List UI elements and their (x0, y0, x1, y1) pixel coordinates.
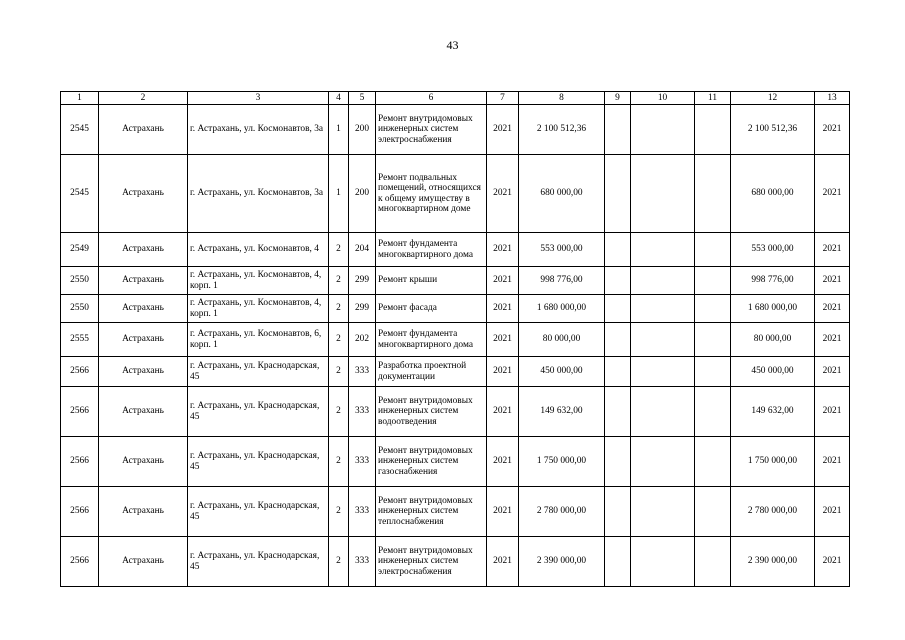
cell-year-end: 2021 (815, 357, 850, 387)
cell-address: г. Астрахань, ул. Космонавтов, 4 (188, 233, 329, 267)
cell-total-cost: 1 750 000,00 (519, 437, 605, 487)
cell-total-cost: 2 100 512,36 (519, 105, 605, 155)
cell-year-end: 2021 (815, 155, 850, 233)
cell-col-4: 1 (329, 105, 349, 155)
cell-amount: 80 000,00 (731, 323, 815, 357)
cell-municipality: Астрахань (99, 105, 188, 155)
cell-year: 2021 (487, 155, 519, 233)
cell-col-9 (605, 323, 631, 357)
cell-total-cost: 2 780 000,00 (519, 487, 605, 537)
cell-col-11 (695, 537, 731, 587)
cell-address: г. Астрахань, ул. Космонавтов, 6, корп. 1 (188, 323, 329, 357)
cell-municipality: Астрахань (99, 487, 188, 537)
cell-year-end: 2021 (815, 267, 850, 295)
column-header: 5 (349, 92, 376, 105)
cell-col-11 (695, 437, 731, 487)
column-header: 11 (695, 92, 731, 105)
cell-col-10 (631, 323, 695, 357)
cell-col-10 (631, 357, 695, 387)
cell-col-9 (605, 537, 631, 587)
cell-work-type: Ремонт внутридомовых инженерных систем электроснабжения (376, 105, 487, 155)
cell-col-10 (631, 233, 695, 267)
cell-record-number: 2555 (61, 323, 99, 357)
table-row (61, 387, 850, 437)
cell-col-9 (605, 155, 631, 233)
cell-record-number: 2566 (61, 357, 99, 387)
cell-col-9 (605, 387, 631, 437)
cell-address: г. Астрахань, ул. Краснодарская, 45 (188, 487, 329, 537)
cell-address: г. Астрахань, ул. Космонавтов, 3а (188, 155, 329, 233)
cell-col-4: 2 (329, 323, 349, 357)
cell-work-type: Ремонт фундамента многоквартирного дома (376, 233, 487, 267)
cell-amount: 2 100 512,36 (731, 105, 815, 155)
cell-year-end: 2021 (815, 295, 850, 323)
cell-total-cost: 998 776,00 (519, 267, 605, 295)
cell-year: 2021 (487, 233, 519, 267)
cell-year: 2021 (487, 105, 519, 155)
cell-year-end: 2021 (815, 487, 850, 537)
page-number: 43 (446, 38, 459, 52)
cell-record-number: 2545 (61, 155, 99, 233)
column-header: 6 (376, 92, 487, 105)
cell-record-number: 2566 (61, 437, 99, 487)
cell-total-cost: 2 390 000,00 (519, 537, 605, 587)
cell-col-11 (695, 105, 731, 155)
cell-col-10 (631, 155, 695, 233)
cell-total-cost: 1 680 000,00 (519, 295, 605, 323)
cell-amount: 2 780 000,00 (731, 487, 815, 537)
column-number-row (61, 92, 850, 105)
cell-record-number: 2549 (61, 233, 99, 267)
cell-col-9 (605, 233, 631, 267)
cell-col-9 (605, 357, 631, 387)
cell-col-5: 333 (349, 487, 376, 537)
cell-col-10 (631, 295, 695, 323)
cell-record-number: 2566 (61, 487, 99, 537)
cell-work-type: Ремонт фундамента многоквартирного дома (376, 323, 487, 357)
cell-col-4: 2 (329, 267, 349, 295)
cell-year-end: 2021 (815, 105, 850, 155)
cell-work-type: Ремонт фасада (376, 295, 487, 323)
cell-col-5: 333 (349, 437, 376, 487)
cell-col-4: 2 (329, 537, 349, 587)
cell-year: 2021 (487, 387, 519, 437)
cell-year-end: 2021 (815, 323, 850, 357)
cell-amount: 553 000,00 (731, 233, 815, 267)
cell-col-10 (631, 105, 695, 155)
cell-col-10 (631, 487, 695, 537)
cell-year-end: 2021 (815, 387, 850, 437)
cell-address: г. Астрахань, ул. Краснодарская, 45 (188, 357, 329, 387)
cell-municipality: Астрахань (99, 537, 188, 587)
column-header: 13 (815, 92, 850, 105)
cell-col-4: 2 (329, 437, 349, 487)
cell-col-4: 2 (329, 357, 349, 387)
cell-col-11 (695, 267, 731, 295)
table-row (61, 537, 850, 587)
cell-municipality: Астрахань (99, 267, 188, 295)
cell-col-5: 333 (349, 537, 376, 587)
cell-col-5: 200 (349, 155, 376, 233)
cell-col-10 (631, 437, 695, 487)
cell-amount: 149 632,00 (731, 387, 815, 437)
cell-col-5: 333 (349, 387, 376, 437)
cell-work-type: Ремонт внутридомовых инженерных систем газоснабжения (376, 437, 487, 487)
table-row (61, 487, 850, 537)
cell-col-11 (695, 387, 731, 437)
cell-address: г. Астрахань, ул. Краснодарская, 45 (188, 437, 329, 487)
cell-col-9 (605, 487, 631, 537)
cell-col-4: 2 (329, 487, 349, 537)
cell-municipality: Астрахань (99, 357, 188, 387)
cell-amount: 2 390 000,00 (731, 537, 815, 587)
cell-year-end: 2021 (815, 437, 850, 487)
register-table (60, 91, 850, 587)
table-row (61, 295, 850, 323)
column-header: 1 (61, 92, 99, 105)
table-row (61, 233, 850, 267)
cell-address: г. Астрахань, ул. Краснодарская, 45 (188, 387, 329, 437)
table-row (61, 155, 850, 233)
column-header: 2 (99, 92, 188, 105)
cell-municipality: Астрахань (99, 155, 188, 233)
cell-amount: 450 000,00 (731, 357, 815, 387)
cell-col-9 (605, 295, 631, 323)
cell-col-11 (695, 233, 731, 267)
cell-col-5: 204 (349, 233, 376, 267)
cell-work-type: Разработка проектной документации (376, 357, 487, 387)
cell-total-cost: 80 000,00 (519, 323, 605, 357)
cell-year-end: 2021 (815, 233, 850, 267)
cell-work-type: Ремонт подвальных помещений, относящихся к общему имуществу в многоквартирном доме (376, 155, 487, 233)
cell-col-4: 2 (329, 295, 349, 323)
cell-municipality: Астрахань (99, 387, 188, 437)
cell-year: 2021 (487, 487, 519, 537)
cell-col-5: 202 (349, 323, 376, 357)
cell-col-5: 333 (349, 357, 376, 387)
cell-address: г. Астрахань, ул. Космонавтов, 4, корп. 1 (188, 295, 329, 323)
table-row (61, 437, 850, 487)
cell-record-number: 2566 (61, 387, 99, 437)
cell-municipality: Астрахань (99, 295, 188, 323)
cell-work-type: Ремонт внутридомовых инженерных систем электроснабжения (376, 537, 487, 587)
cell-year: 2021 (487, 357, 519, 387)
cell-col-4: 2 (329, 233, 349, 267)
cell-col-11 (695, 155, 731, 233)
cell-municipality: Астрахань (99, 233, 188, 267)
cell-col-11 (695, 487, 731, 537)
cell-municipality: Астрахань (99, 437, 188, 487)
cell-municipality: Астрахань (99, 323, 188, 357)
cell-col-9 (605, 267, 631, 295)
cell-record-number: 2550 (61, 267, 99, 295)
cell-col-5: 299 (349, 295, 376, 323)
cell-address: г. Астрахань, ул. Космонавтов, 3а (188, 105, 329, 155)
cell-year-end: 2021 (815, 537, 850, 587)
cell-col-9 (605, 105, 631, 155)
table-row (61, 323, 850, 357)
cell-year: 2021 (487, 267, 519, 295)
cell-col-11 (695, 323, 731, 357)
cell-address: г. Астрахань, ул. Космонавтов, 4, корп. 1 (188, 267, 329, 295)
cell-record-number: 2566 (61, 537, 99, 587)
cell-col-10 (631, 267, 695, 295)
cell-total-cost: 450 000,00 (519, 357, 605, 387)
cell-col-11 (695, 357, 731, 387)
cell-address: г. Астрахань, ул. Краснодарская, 45 (188, 537, 329, 587)
table-row (61, 357, 850, 387)
cell-work-type: Ремонт внутридомовых инженерных систем водоотведения (376, 387, 487, 437)
cell-year: 2021 (487, 323, 519, 357)
cell-year: 2021 (487, 437, 519, 487)
cell-work-type: Ремонт внутридомовых инженерных систем теплоснабжения (376, 487, 487, 537)
column-header: 8 (519, 92, 605, 105)
cell-col-11 (695, 295, 731, 323)
cell-total-cost: 149 632,00 (519, 387, 605, 437)
cell-total-cost: 553 000,00 (519, 233, 605, 267)
cell-total-cost: 680 000,00 (519, 155, 605, 233)
table-row (61, 105, 850, 155)
table-body (61, 105, 850, 587)
cell-col-4: 1 (329, 155, 349, 233)
cell-year: 2021 (487, 537, 519, 587)
cell-year: 2021 (487, 295, 519, 323)
column-header: 7 (487, 92, 519, 105)
cell-record-number: 2545 (61, 105, 99, 155)
table-row (61, 267, 850, 295)
cell-work-type: Ремонт крыши (376, 267, 487, 295)
column-header: 10 (631, 92, 695, 105)
column-header: 3 (188, 92, 329, 105)
column-header: 9 (605, 92, 631, 105)
cell-record-number: 2550 (61, 295, 99, 323)
cell-amount: 1 680 000,00 (731, 295, 815, 323)
cell-amount: 998 776,00 (731, 267, 815, 295)
cell-col-10 (631, 387, 695, 437)
cell-amount: 680 000,00 (731, 155, 815, 233)
cell-col-10 (631, 537, 695, 587)
cell-col-5: 200 (349, 105, 376, 155)
column-header: 12 (731, 92, 815, 105)
cell-col-9 (605, 437, 631, 487)
cell-amount: 1 750 000,00 (731, 437, 815, 487)
cell-col-4: 2 (329, 387, 349, 437)
column-header: 4 (329, 92, 349, 105)
cell-col-5: 299 (349, 267, 376, 295)
